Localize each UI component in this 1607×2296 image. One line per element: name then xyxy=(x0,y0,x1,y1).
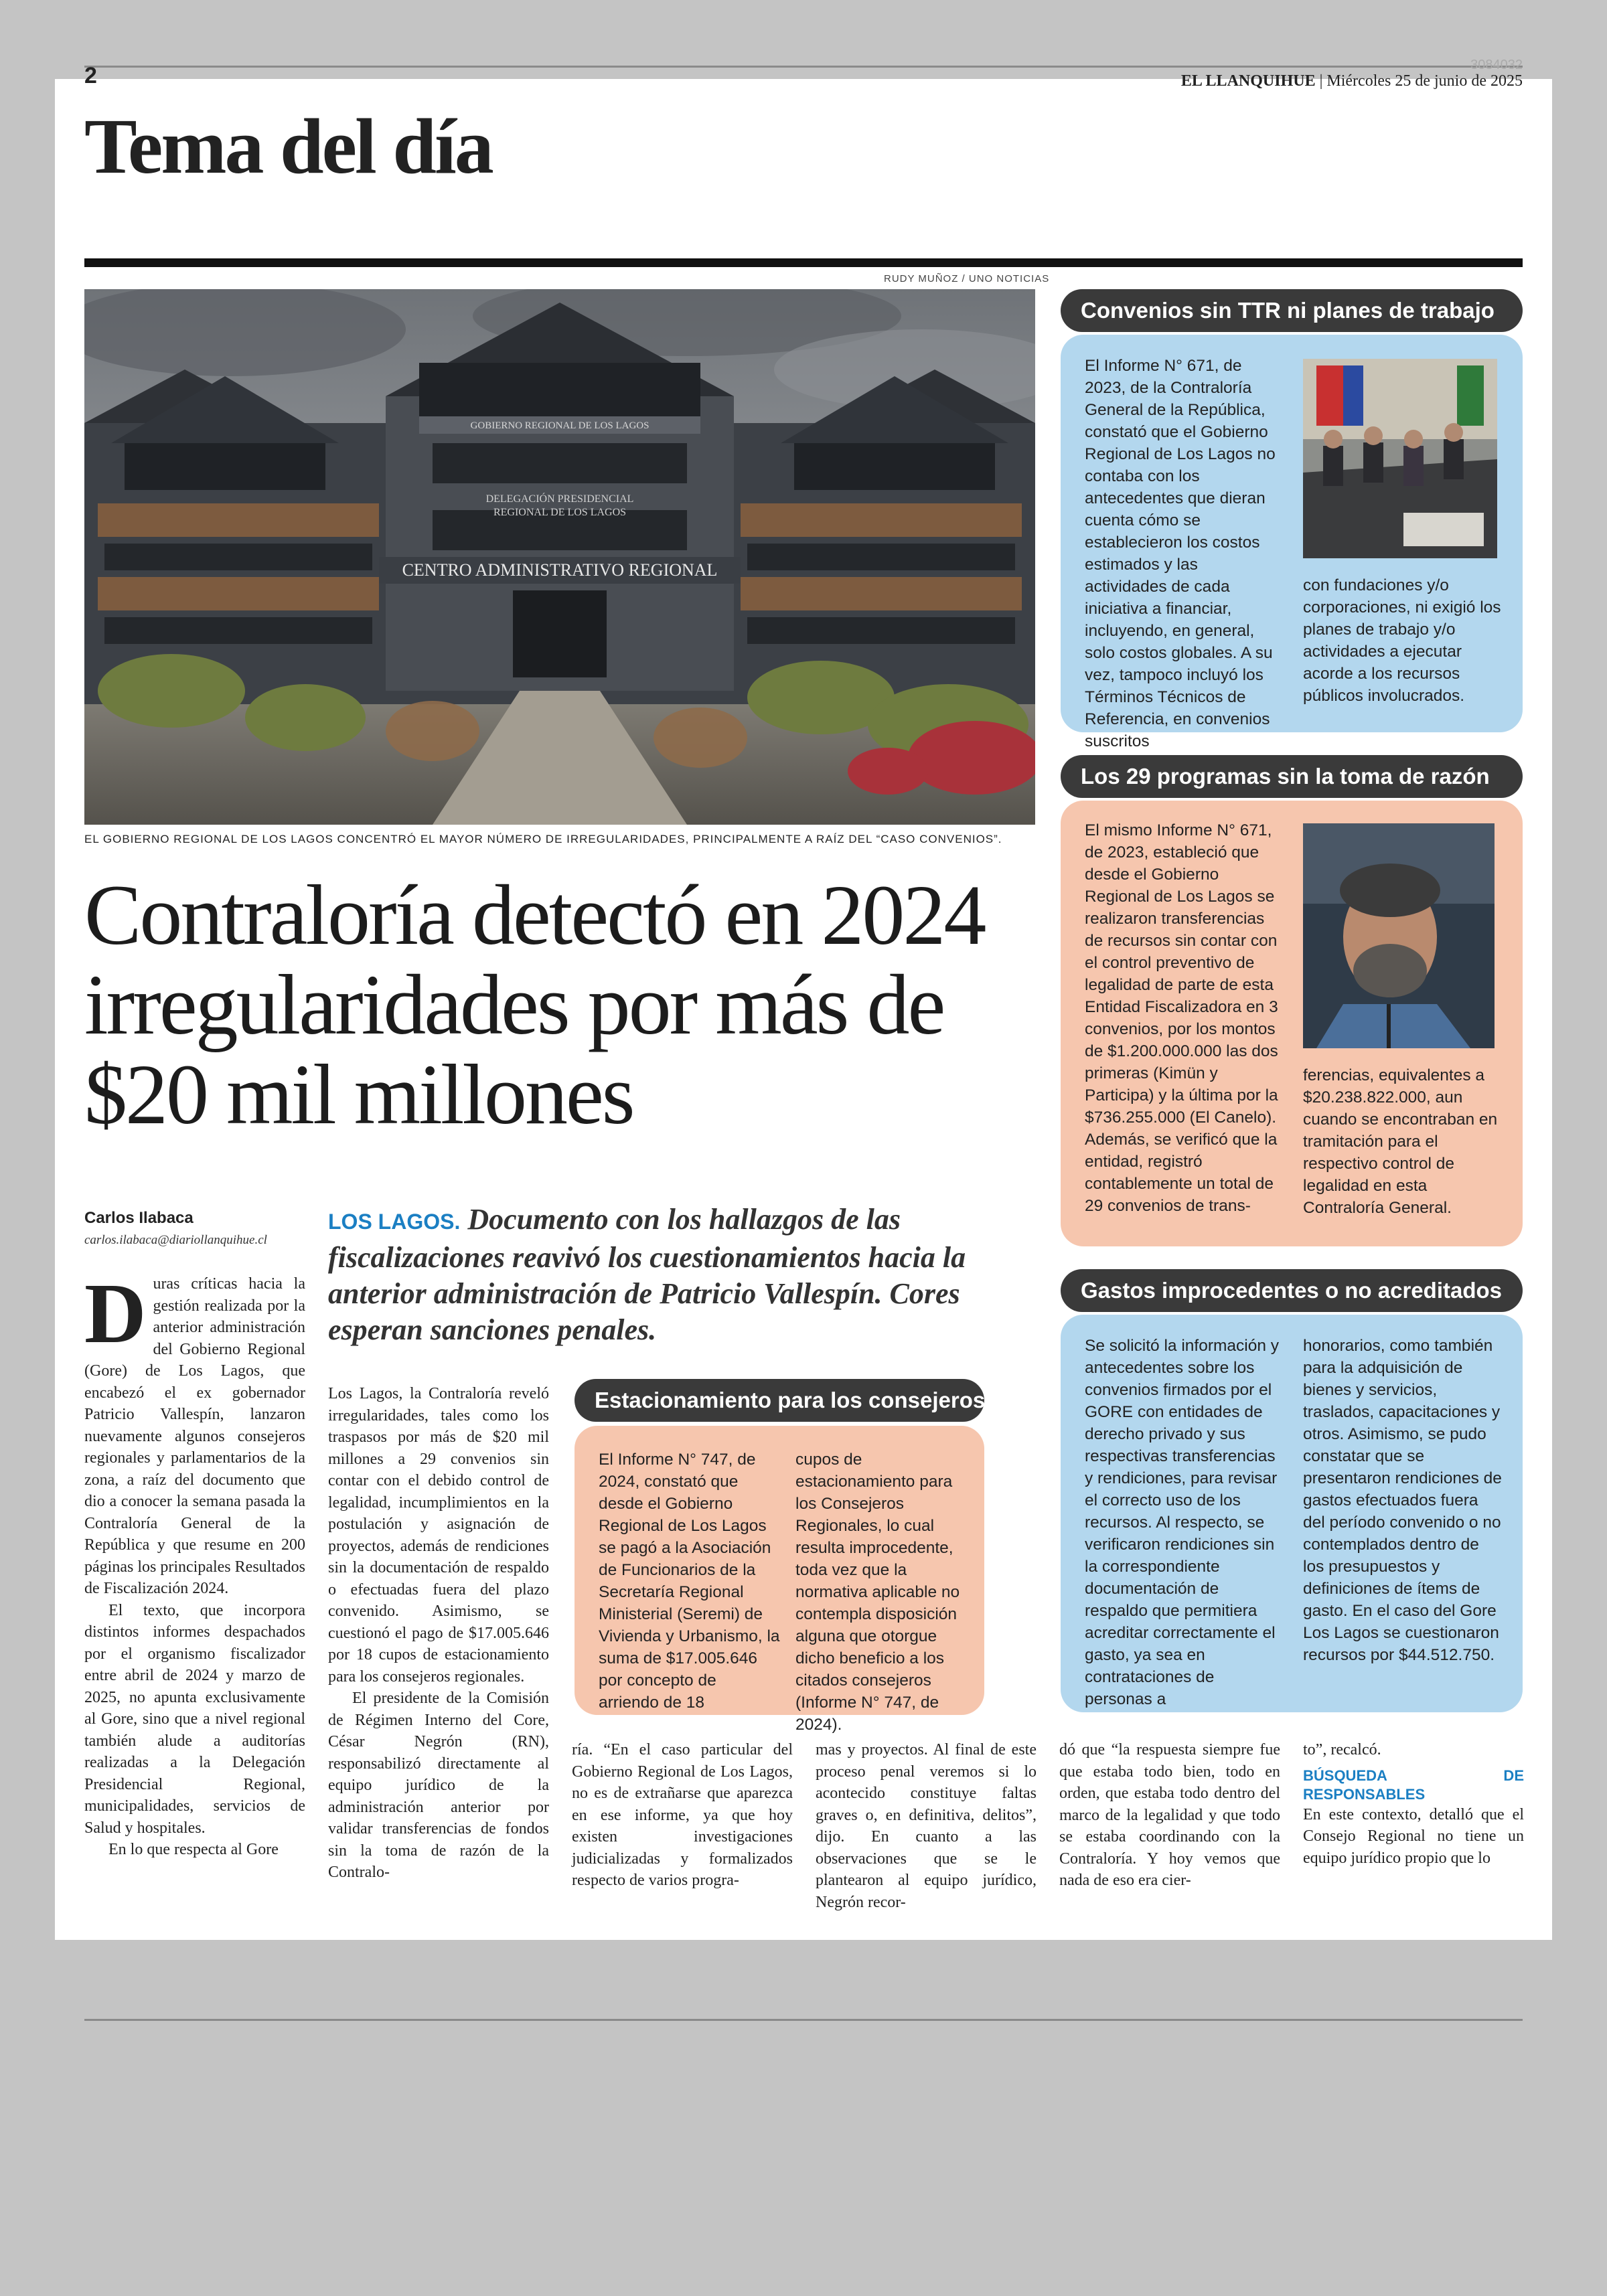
col4-paragraph: mas y proyectos. Al final de este proceso penal veremos si lo acontecido constituye faltas graves o, en definitiva, delitos”, dijo. En cuanto a las observaciones que se le plantearon al equipo jurídico, Negrón recor- xyxy=(816,1741,1037,1911)
box-programas xyxy=(1061,801,1523,1246)
meeting-photo xyxy=(1303,359,1497,558)
box-programas-col-a: El mismo Informe N° 671, de 2023, estableció que desde el Gobierno Regional de Los Lagos se realizaron transferencias de recursos sin contar con el control preventivo de legalidad de parte de esta Entidad Fiscalizadora en 3 convenios, por los montos de $1.200.000.000 las dos primeras (Kimün y Participa) y la última por la $736.255.000 (El Canelo). Además, se verificó que la entidad, registró contablemente un total de 29 convenios de trans- xyxy=(1085,821,1278,1215)
lead-kicker: LOS LAGOS. xyxy=(328,1210,461,1234)
box-programas-col-b: ferencias, equivalentes a $20.238.822.000, aun cuando se encontraban en tramitación para el respectivo control de legalidad en esta Contraloría General. xyxy=(1303,1066,1498,1217)
portrait-illustration xyxy=(1303,823,1495,1048)
watermark: 3084032 xyxy=(1470,58,1523,72)
col3-paragraph: ría. “En el caso particular del Gobierno Regional de Los Lagos, no es de extrañarse que aparezca en ese informe, ya que hoy existen investigaciones judicializadas y formalizados respecto de varios progra- xyxy=(572,1741,793,1889)
building-illustration xyxy=(84,289,1035,825)
building-photo xyxy=(84,289,1035,825)
box-convenios-col-b: con fundaciones y/o corporaciones, ni exigió los planes de trabajo y/o actividades a ejecutar acorde a los recursos públicos involucrados. xyxy=(1303,576,1501,705)
box-gastos-title: Gastos improcedentes o no acreditados xyxy=(1061,1269,1523,1312)
paper-name: EL LLANQUIHUE xyxy=(1180,72,1316,90)
lead-paragraph xyxy=(328,1202,1004,1348)
section-title: Tema del día xyxy=(84,102,492,190)
box-gastos xyxy=(1061,1315,1523,1712)
box-estacionamiento xyxy=(575,1426,984,1734)
col1-paragraph-3: En lo que respecta al Gore xyxy=(108,1841,279,1858)
meeting-illustration xyxy=(1303,359,1497,558)
photo-credit: RUDY MUÑOZ / UNO NOTICIAS xyxy=(884,273,1050,284)
section-rule xyxy=(84,258,1523,267)
col2-paragraph-1: Los Lagos, la Contraloría reveló irregularidades, tales como los traspasos por más de $20 mil millones a 29 convenios sin contar con el debido control de legalidad, incumplimientos en la postulación y asignación de proyectos, además de rendiciones sin la documentación de respaldo o efectuadas fuera del plazo convenido. Asimismo, se cuestionó el pago de $17.005.646 por 18 cupos de estacionamiento para los consejeros regionales. xyxy=(328,1385,549,1686)
headline: Contraloría detectó en 2024 irregularidades por más de $20 mil millones xyxy=(84,868,985,1142)
sign-mid-1: DELEGACIÓN PRESIDENCIAL xyxy=(485,493,634,505)
body-column-6 xyxy=(1303,1739,1524,1869)
drop-cap: D xyxy=(84,1266,147,1361)
top-divider xyxy=(84,66,1523,68)
col2-paragraph-2: El presidente de la Comisión de Régimen Interno del Core, César Negrón (RN), responsabilizó directamente al equipo jurídico de la administración anterior por validar transferencias de fondos sin la toma de razón de la Contralo- xyxy=(328,1690,549,1881)
col6-subhead: BÚSQUEDA DE RESPONSABLES xyxy=(1303,1767,1524,1803)
sign-top: GOBIERNO REGIONAL DE LOS LAGOS xyxy=(470,420,649,431)
author-name: Carlos Ilabaca xyxy=(84,1209,194,1227)
body-column-3 xyxy=(572,1739,793,1892)
box-convenios-col-a: El Informe N° 671, de 2023, de la Contraloría General de la República, constató que el Gobierno Regional de Los Lagos no contaba con los antecedentes que dieran cuenta cómo se establecieron los costos estimados y las actividades de cada iniciativa a financiar, incluyendo, en general, solo costos globales. A su vez, tampoco incluyó los Términos Técnicos de Referencia, en convenios suscritos xyxy=(1085,357,1276,750)
box-convenios-title: Convenios sin TTR ni planes de trabajo xyxy=(1061,289,1523,332)
box-programas-title: Los 29 programas sin la toma de razón xyxy=(1061,755,1523,798)
page-number: 2 xyxy=(84,63,97,88)
col1-paragraph-2: El texto, que incorpora distintos informes despachados por el organismo fiscalizador entre abril de 2024 y marzo de 2025, no apunta exclusivamente al Gore, sino que a nivel regional también alude a auditorías realizadas a la Delegación Presidencial Regional, municipalidades, servicios de Salud y hospitales. xyxy=(84,1601,305,1837)
box-estacionamiento-col-b: cupos de estacionamiento para los Consejeros Regionales, lo cual resulta improcedente, toda vez que la normativa aplicable no contempla disposición alguna que otorgue dicho beneficio a los citados consejeros (Informe N° 747, de 2024). xyxy=(795,1451,960,1734)
page-header: EL LLANQUIHUE | Miércoles 25 de junio de 2025 xyxy=(1180,72,1523,90)
official-portrait xyxy=(1303,823,1495,1048)
body-column-1 xyxy=(84,1266,305,1861)
body-column-4 xyxy=(816,1739,1037,1913)
col6-paragraph-2: En este contexto, detalló que el Consejo Regional no tiene un equipo jurídico propio que lo xyxy=(1303,1805,1524,1867)
bottom-divider xyxy=(84,2019,1523,2021)
box-gastos-col-a: Se solicitó la información y antecedentes sobre los convenios firmados por el GORE con entidades de derecho privado y sus respectivas transferencias y rendiciones, para revisar el correcto uso de los recursos. Al respecto, se verificaron rendiciones sin la correspondiente documentación de respaldo que permitiera acreditar correctamente el gasto, ya sea en contrataciones de personas a xyxy=(1085,1337,1280,1708)
col1-paragraph-1: uras críticas hacia la gestión realizada por la anterior administración del Gobierno Regional (Gore) de Los Lagos, que encabezó el ex gobernador Patricio Vallespín, lanzaron nuevamente algunos consejeros regionales y parlamentarios de la zona, a raíz del documento que dio a conocer la semana pasada la Contraloría General de la República y que resume en 200 páginas los principales Resultados de Fiscalización 2024. xyxy=(84,1275,305,1597)
lead-text: Documento con los hallazgos de las fiscalizaciones reavivó los cuestionamientos hacia la anterior administración de Patricio Vallespín. Cores esperan sanciones penales. xyxy=(328,1203,966,1346)
issue-date: Miércoles 25 de junio de 2025 xyxy=(1326,72,1523,90)
body-column-5 xyxy=(1059,1739,1280,1892)
photo-caption: EL GOBIERNO REGIONAL DE LOS LAGOS CONCENTRÓ EL MAYOR NÚMERO DE IRREGULARIDADES, PRINCIPALMENTE A RAÍZ DEL “CASO CONVENIOS”. xyxy=(84,833,1002,845)
body-column-2 xyxy=(328,1383,549,1884)
col6-paragraph-1: to”, recalcó. xyxy=(1303,1741,1381,1758)
author-email: carlos.ilabaca@diariollanquihue.cl xyxy=(84,1233,267,1247)
box-gastos-col-b: honorarios, como también para la adquisición de bienes y servicios, traslados, capacitaciones y otros. Asimismo, se pudo constatar que se presentaron rendiciones de gastos efectuados fuera del período convenido o no contemplados dentro de los presupuestos y definiciones de ítems de gasto. En el caso del Gore Los Lagos se cuestionaron recursos por $44.512.750. xyxy=(1303,1337,1502,1664)
box-convenios xyxy=(1061,335,1523,750)
box-estacionamiento-col-a: El Informe N° 747, de 2024, constató que desde el Gobierno Regional de Los Lagos se pagó a la Asociación de Funcionarios de la Secretaría Regional Ministerial (Seremi) de Vivienda y Urbanismo, la suma de $17.005.646 por concepto de arriendo de 18 xyxy=(599,1451,780,1712)
col5-paragraph: dó que “la respuesta siempre fue que estaba todo bien, todo en orden, que estaba todo dentro del marco de la legalidad y que todo se estaba coordinando con la Contraloría. Y hoy vemos que nada de eso era cier- xyxy=(1059,1741,1280,1889)
box-estacionamiento-title: Estacionamiento para los consejeros xyxy=(575,1379,984,1422)
sign-bottom: CENTRO ADMINISTRATIVO REGIONAL xyxy=(402,560,718,580)
sign-mid-2: REGIONAL DE LOS LAGOS xyxy=(493,507,627,518)
